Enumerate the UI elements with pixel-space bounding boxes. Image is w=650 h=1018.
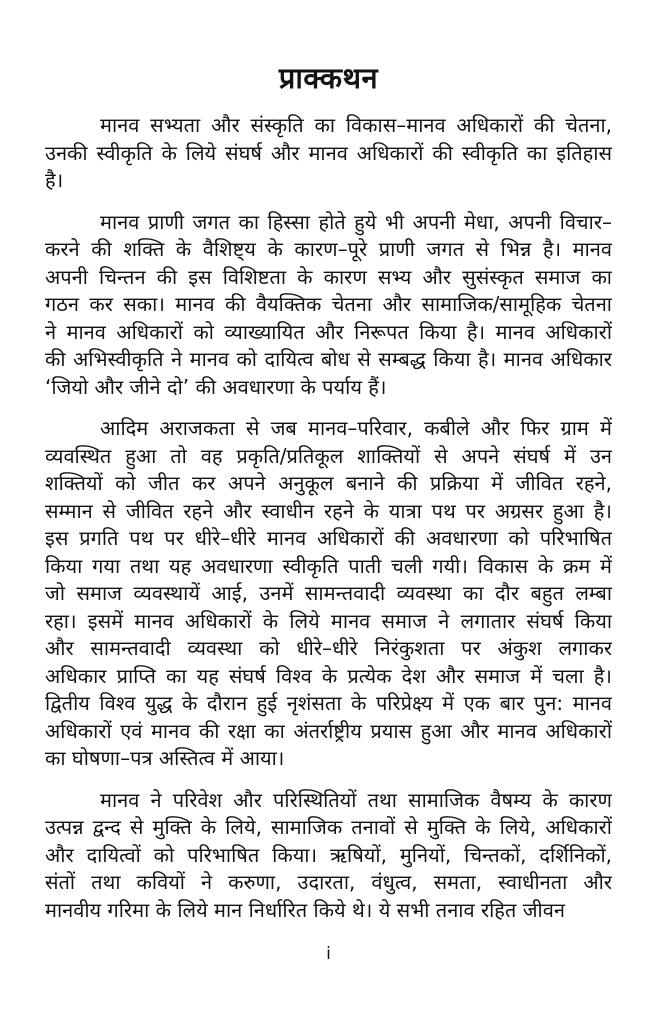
text-line: अपनी चिन्तन की इस विशिष्टता के कारण सभ्य और सुसंस्कृत समाज का bbox=[45, 264, 612, 289]
text-line: इस प्रगति पथ पर धीरे–धीरे मानव अधिकारों की अवधारणा को परिभाषित bbox=[45, 526, 612, 550]
text-line: अधिकारों एवं मानव की रक्षा का अंतर्राष्ट्रीय प्रयास हुआ और मानव अधिकारों bbox=[45, 718, 612, 743]
text-line: और दायित्वों को परिभाषित किया। ऋषियों, मुनियों, चिन्तकों, दर्शिनिकों, bbox=[45, 842, 612, 867]
text-line: उत्पन्न द्वन्द से मुक्ति के लिये, सामाजिक तनावों से मुक्ति के लिये, अधिकारों bbox=[45, 815, 612, 839]
paragraph bbox=[45, 112, 612, 195]
text-line: द्वितीय विश्व युद्ध के दौरान हुई नृशंसता के परिप्रेक्ष्य में एक बार पुन: मानव bbox=[45, 691, 612, 715]
text-line: संतों तथा कवियों ने करुणा, उदारता, वंधुत्व, समता, स्वाधीनता और bbox=[45, 870, 612, 894]
text-line: रहा। इसमें मानव अधिकारों के लिये मानव समाज ने लगातार संघर्ष किया bbox=[45, 608, 612, 633]
text-line: ने मानव अधिकारों को व्याख्यायित और निरूपत किया है। मानव अधिकारों bbox=[45, 319, 612, 344]
text-line: गठन कर सका। मानव की वैयक्तिक चेतना और सामाजिक/सामूहिक चेतना bbox=[45, 292, 612, 316]
text-line: मानव प्राणी जगत का हिस्सा होते हुये भी अपनी मेधा, अपनी विचार– bbox=[100, 209, 612, 234]
text-line: उनकी स्वीकृति के लिये संघर्ष और मानव अधिकारों की स्वीकृति का इतिहास bbox=[45, 140, 612, 165]
text-line: जो समाज व्यवस्थायें आई, उनमें सामन्तवादी व्यवस्था का दौर बहुत लम्बा bbox=[45, 581, 612, 605]
page-title: प्राक्कथन bbox=[278, 61, 379, 95]
text-line: किया गया तथा यह अवधारणा स्वीकृति पाती चली गयी। विकास के क्रम में bbox=[45, 553, 612, 578]
text-line: अधिकार प्राप्ति का यह संघर्ष विश्व के प्रत्येक देश और समाज में चला है। bbox=[45, 663, 612, 688]
text-line: ‘जियो और जीने दो’ की अवधारणा के पर्याय हैं। bbox=[45, 374, 387, 399]
text-line: का घोषणा–पत्र अस्तित्व में आया। bbox=[45, 746, 285, 770]
paragraph bbox=[45, 415, 612, 773]
paragraph bbox=[45, 209, 612, 402]
text-line: व्यवस्थित हुआ तो वह प्रकृति/प्रतिकूल शाक्तियों से अपने संघर्ष में उन bbox=[45, 443, 612, 468]
text-line: की अभिस्वीकृति ने मानव को दायित्व बोध से सम्बद्ध किया है। मानव अधिकार bbox=[45, 347, 612, 371]
page-number: i bbox=[326, 944, 331, 964]
text-line: करने की शक्ति के वैशिष्ट्य के कारण–पूरे प्राणी जगत से भिन्न है। मानव bbox=[45, 237, 612, 261]
text-line: आदिम अराजकता से जब मानव–परिवार, कबीले और फिर ग्राम में bbox=[100, 416, 612, 440]
text-line: मानवीय गरिमा के लिये मान निर्धारित किये थे। ये सभी तनाव रहित जीवन bbox=[45, 897, 565, 922]
text-line: और सामन्तवादी व्यवस्था को धीरे–धीरे निरंकुशता पर अंकुश लगाकर bbox=[45, 636, 612, 660]
text-line: मानव सभ्यता और संस्कृति का विकास–मानव अधिकारों की चेतना, bbox=[100, 113, 612, 137]
text-line: मानव ने परिवेश और परिस्थितियों तथा सामाजिक वैषम्य के कारण bbox=[100, 787, 612, 812]
text-line: है। bbox=[45, 168, 64, 192]
text-line: सम्मान से जीवित रहने और स्वाधीन रहने के यात्रा पथ पर अग्रसर हुआ है। bbox=[45, 498, 612, 523]
paragraph bbox=[45, 787, 612, 925]
text-line: शक्तियों को जीत कर अपने अनुकूल बनाने की प्रक्रिया में जीवित रहने, bbox=[45, 471, 612, 495]
